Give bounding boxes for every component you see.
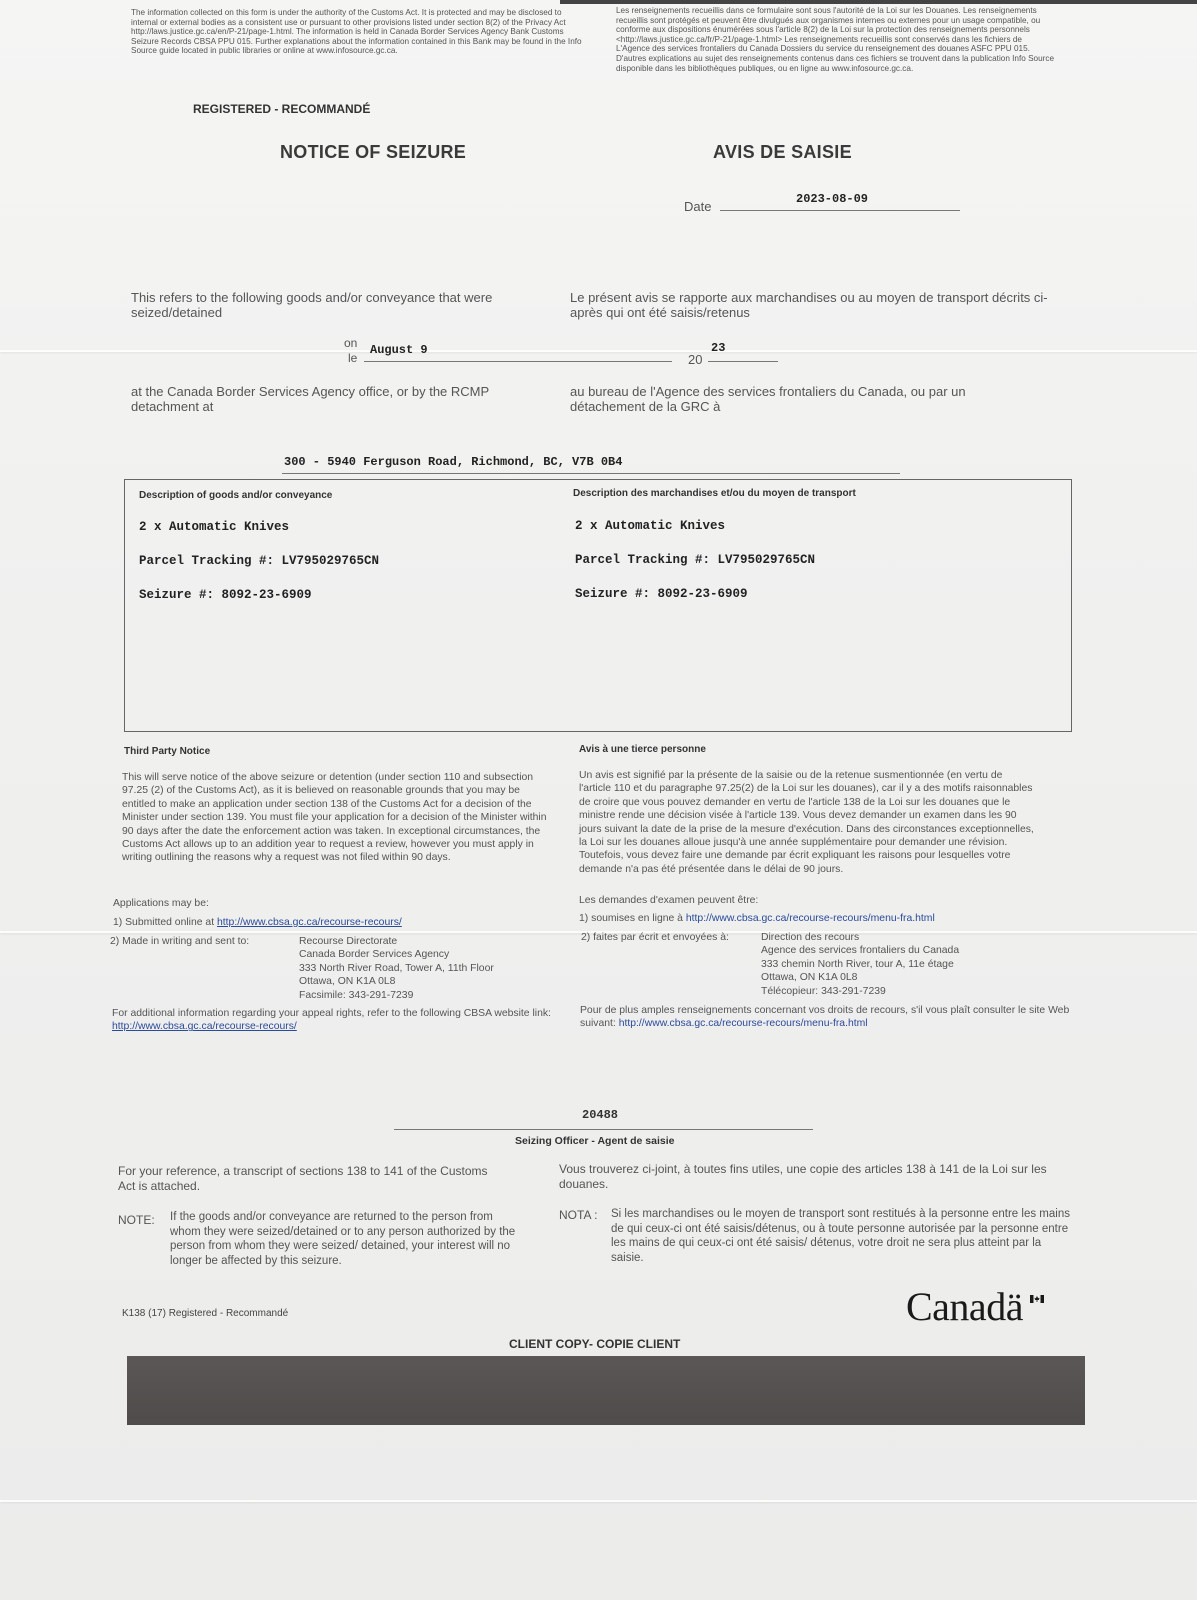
privacy-notice-fr: Les renseignements recueillis dans ce formulaire sont sous l'autorité de la Loi sur les Douanes. Les renseignements recueillis sont protégés et peuvent être divulgués aux organismes internes ou externes pour un usage compatible, ou conforme aux dispositions énumérées sous l'article 8(2) de la Loi sur la protection des renseignements personnels <http://laws.justice.gc.ca/fr/P-21/page-1.html> Les renseignements recueillis sont conservés dans les fichiers de L'Agence des services frontaliers du Canada Dossiers du service du renseignement des douanes ASFC PPU 015. D'autres explications au sujet des renseignements contenus dans ces fichiers se trouvent dans la publication Info Source disponible dans les bibliothèques publiques, ou en ligne au www.infosource.gc.ca. (616, 6, 1055, 73)
address-line: Direction des recours (761, 932, 860, 943)
date-value: 2023-08-09 (796, 192, 869, 206)
client-copy-label: CLIENT COPY- COPIE CLIENT (509, 1337, 681, 1351)
additional-info-text: Pour de plus amples renseignements concernant vos droits de recours, s'il vous plaît consulter le site Web suivant: (580, 1005, 1070, 1030)
application-online-fr (579, 912, 935, 925)
address-line: Agence des services frontaliers du Canada (761, 945, 960, 957)
address-block-fr (761, 931, 959, 998)
third-party-text-fr: Un avis est signifié par la présente de la saisie ou de la retenue susmentionnée (en vertu de l'article 110 et du paragraphe 97.25(2) de la Loi sur les douanes), car il y a des motifs raisonnables de croire que vous pouvez demander en vertu de l'article 138 de la Loi sur les douanes que le ministre rende une décision visée à l'article 139. Vous devez demander un examen dans les 90 jours suivant la date de la prise de la mesure d'exécution. Dans des circonstances exceptionnelles, la Loi sur les douanes alloue jusqu'à une année supplémentaire pour demander une révision. Toutefois, vous devez faire une demande par écrit expliquant les raisons pour lesquelles votre demande n'a pas été présentée dans le délai de 90 jours. (579, 770, 1034, 875)
year-prefix: 20 (688, 352, 703, 367)
year-field (708, 343, 778, 362)
additional-info-text: For additional information regarding your appeal rights, refer to the following CBSA website link: (112, 1008, 551, 1019)
address-line: Ottawa, ON K1A 0L8 (299, 976, 396, 988)
application-online-text: 1) Submitted online at (113, 917, 215, 928)
description-line-en: 2 x Automatic Knives (139, 520, 290, 534)
note-label-fr: NOTA : (559, 1208, 598, 1222)
signature-line (394, 1129, 813, 1130)
additional-info-en (112, 1007, 562, 1034)
seizure-date-field (364, 343, 672, 362)
date-field (720, 192, 960, 211)
note-text-en: If the goods and/or conveyance are returned to the person from whom they were seized/detained or to any person authorized by the person from whom they were seized/ detained, your interest will no longer be affected by this seizure. (170, 1211, 516, 1267)
application-online-text: 1) soumises en ligne à (579, 913, 683, 924)
registered-label: REGISTERED - RECOMMANDÉ (193, 102, 371, 116)
applications-label-en: Applications may be: (113, 898, 209, 909)
application-writing-en: 2) Made in writing and sent to: (110, 936, 250, 947)
applications-label-fr: Les demandes d'examen peuvent être: (579, 895, 759, 906)
form-code: K138 (17) Registered - Recommandé (122, 1308, 289, 1319)
redacted-bar (127, 1356, 1085, 1425)
le-label: le (348, 351, 358, 365)
description-line-en: Seizure #: 8092-23-6909 (139, 588, 312, 602)
reference-text-fr: Vous trouverez ci-joint, à toutes fins utiles, une copie des articles 138 à 141 de la Loi sur les douanes. (559, 1162, 1047, 1191)
description-line-fr: Seizure #: 8092-23-6909 (575, 587, 748, 601)
description-line-fr: 2 x Automatic Knives (575, 519, 726, 533)
address-line: Canada Border Services Agency (299, 949, 450, 961)
third-party-title-fr: Avis à une tierce personne (579, 744, 706, 755)
description-header-en: Description of goods and/or conveyance (139, 490, 333, 501)
date-label: Date (684, 199, 712, 214)
refers-text-en: This refers to the following goods and/or conveyance that were seized/detained (131, 290, 493, 320)
top-edge-shadow (560, 0, 1197, 4)
address-line: Recourse Directorate (299, 936, 398, 947)
third-party-text-en: This will serve notice of the above seizure or detention (under section 110 and subsection 97.25 (2) of the Customs Act), as it is believed on reasonable grounds that you may be entitled to make an application under section 138 of the Customs Act for a decision of the Minister under section 139. You must file your application for a decision of the Minister within 90 days after the date the enforcement action was taken. In exceptional circumstances, the Customs Act allows up to an addition year to request a review, however you must apply in writing outlining the reasons why a request was not filed within 90 days. (122, 772, 547, 864)
reference-text-en: For your reference, a transcript of sections 138 to 141 of the Customs Act is attached. (118, 1164, 488, 1193)
third-party-title-en: Third Party Notice (124, 746, 211, 757)
address-line: 333 North River Road, Tower A, 11th Floor (299, 962, 494, 974)
office-text-fr: au bureau de l'Agence des services frontaliers du Canada, ou par un détachement de la GRC à (570, 384, 966, 414)
year-value: 23 (711, 341, 726, 355)
seizing-officer-label: Seizing Officer - Agent de saisie (515, 1135, 675, 1147)
address-line: 333 chemin North River, tour A, 11e étage (761, 958, 954, 970)
refers-text-fr: Le présent avis se rapporte aux marchandises ou au moyen de transport décrits ci-après qui ont été saisis/retenus (570, 290, 1048, 320)
description-header-fr: Description des marchandises et/ou du moyen de transport (573, 488, 856, 499)
on-label: on (344, 336, 358, 350)
recourse-link-en[interactable]: http://www.cbsa.gc.ca/recourse-recours/ (216, 917, 402, 928)
recourse-link-fr[interactable]: http://www.cbsa.gc.ca/recourse-recours/menu-fra.html (685, 913, 935, 924)
application-writing-fr: 2) faites par écrit et envoyées à: (581, 932, 729, 943)
privacy-notice-en: The information collected on this form is under the authority of the Customs Act. It is protected and may be disclosed to internal or external bodies as a consistent use or pursuant to other provisions listed under section 8(2) of the Privacy Act http://laws.justice.gc.ca/en/P-21/page-1.html. The information is held in Canada Border Services Agency Bank Customs Seizure Records CBSA PPU 015. Further explanations about the information contained in this Bank may be found in the Info Source guide located in public libraries or online at www.infosource.gc.ca. (131, 8, 582, 56)
canada-flag-icon (1030, 1290, 1044, 1298)
note-text-fr: Si les marchandises ou le moyen de transport sont restitués à la personne entre les mains de qui ceux-ci ont été saisis/détenus, ou à toute personne autorisée par la personne entre les mains de qui ceux-ci ont été saisis/ détenus, votre droit ne sera plus atteint par la saisie. (611, 1208, 1070, 1264)
note-label-en: NOTE: (118, 1213, 155, 1227)
title-en: NOTICE OF SEIZURE (280, 142, 467, 162)
address-line: Télécopieur: 343-291-7239 (761, 985, 886, 997)
canada-wordmark: Canadä (906, 1284, 1023, 1329)
address-line: Facsimile: 343-291-7239 (299, 989, 414, 1001)
appeal-rights-link-en[interactable]: http://www.cbsa.gc.ca/recourse-recours/ (112, 1021, 297, 1033)
office-address: 300 - 5940 Ferguson Road, Richmond, BC, V7B 0B4 (284, 455, 623, 469)
appeal-rights-link-fr[interactable]: http://www.cbsa.gc.ca/recourse-recours/menu-fra.html (618, 1018, 868, 1030)
description-line-fr: Parcel Tracking #: LV795029765CN (575, 553, 816, 567)
address-block-en (299, 935, 494, 1002)
description-box (124, 479, 1072, 732)
title-fr: AVIS DE SAISIE (713, 142, 852, 162)
officer-number: 20488 (582, 1108, 619, 1122)
office-text-en: at the Canada Border Services Agency office, or by the RCMP detachment at (131, 384, 489, 414)
additional-info-fr (580, 1004, 1080, 1031)
application-online-en (113, 916, 402, 929)
description-line-en: Parcel Tracking #: LV795029765CN (139, 554, 380, 568)
address-line: Ottawa, ON K1A 0L8 (761, 972, 858, 984)
seizure-date-value: August 9 (370, 343, 428, 357)
office-address-field (282, 455, 900, 474)
paper-fold (0, 1500, 1197, 1502)
